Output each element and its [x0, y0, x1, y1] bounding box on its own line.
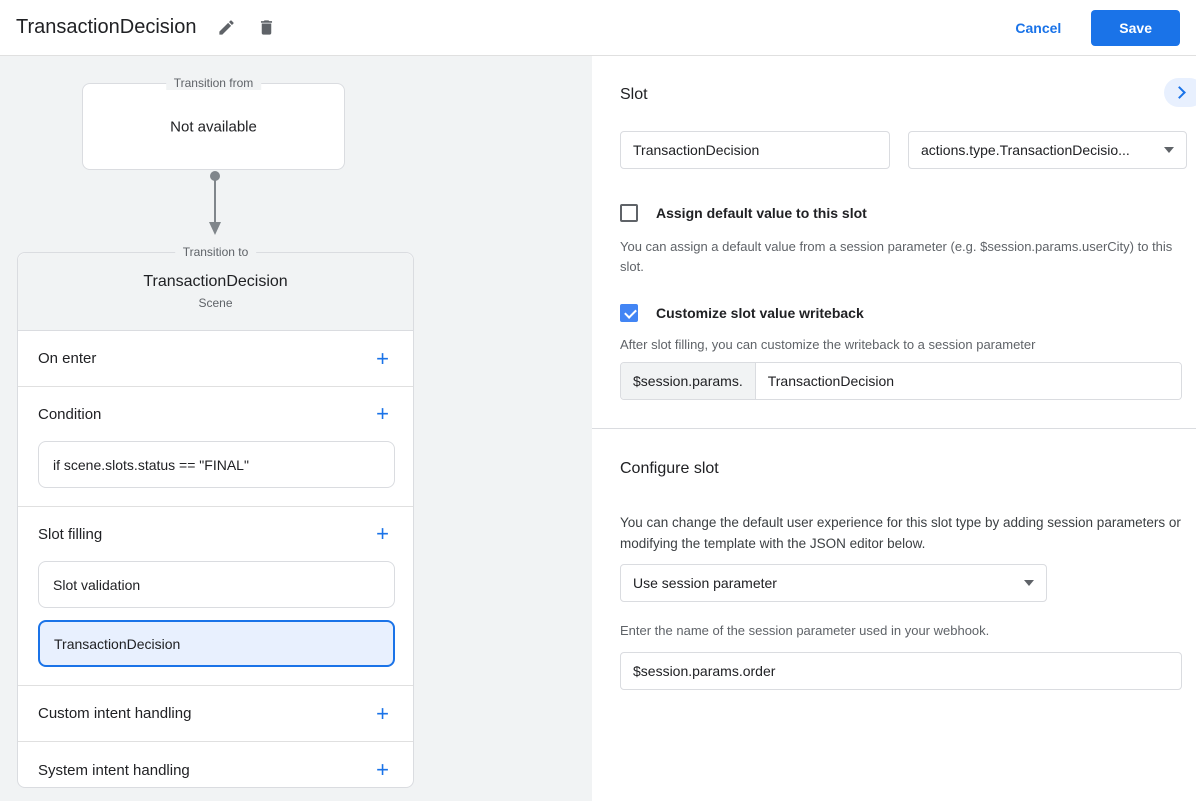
- system-intent-label: System intent handling: [38, 761, 190, 779]
- configure-slot-title: Configure slot: [620, 460, 719, 477]
- cancel-button[interactable]: Cancel: [999, 12, 1077, 44]
- slot-type-value: actions.type.TransactionDecisio...: [921, 142, 1130, 158]
- on-enter-row[interactable]: [18, 331, 413, 387]
- pencil-icon: [217, 18, 236, 37]
- slot-filling-section: [18, 507, 413, 686]
- slot-type-select[interactable]: [908, 131, 1187, 169]
- condition-section: [18, 387, 413, 507]
- add-condition-button[interactable]: +: [372, 401, 393, 427]
- custom-intent-label: Custom intent handling: [38, 705, 192, 722]
- transition-from-box: [82, 76, 345, 170]
- panel-divider: [592, 428, 1196, 429]
- writeback-prefix: $session.params.: [621, 363, 756, 399]
- writeback-label: Customize slot value writeback: [656, 305, 864, 321]
- system-intent-row[interactable]: [18, 742, 413, 798]
- assign-default-checkbox[interactable]: [620, 204, 638, 222]
- scene-card-header: [18, 253, 413, 331]
- trash-icon: [257, 18, 276, 37]
- add-system-intent-button[interactable]: +: [372, 757, 393, 783]
- session-param-help-label: Enter the name of the session parameter used in your webhook.: [620, 623, 990, 638]
- flow-canvas: [0, 56, 592, 801]
- slot-config-mode-value: Use session parameter: [633, 575, 777, 591]
- writeback-description: After slot filling, you can customize the writeback to a session parameter: [620, 337, 1036, 352]
- slot-transaction-decision-card[interactable]: TransactionDecision: [38, 620, 395, 667]
- custom-intent-row[interactable]: [18, 686, 413, 742]
- slot-detail-panel: [592, 56, 1196, 801]
- scene-name: TransactionDecision: [143, 273, 288, 290]
- writeback-checkbox-row[interactable]: [620, 304, 864, 322]
- collapse-panel-button[interactable]: [1164, 78, 1196, 107]
- slot-name-input[interactable]: [620, 131, 890, 169]
- writeback-value-input[interactable]: [756, 363, 1181, 399]
- transition-from-label: Transition from: [166, 76, 262, 90]
- add-custom-intent-button[interactable]: +: [372, 701, 393, 727]
- transition-to-card: [17, 245, 414, 788]
- assign-default-label: Assign default value to this slot: [656, 205, 867, 221]
- chevron-down-icon: [1024, 580, 1034, 586]
- header-bar: [0, 0, 1196, 56]
- slot-filling-label: Slot filling: [38, 525, 103, 543]
- save-button[interactable]: Save: [1091, 10, 1180, 46]
- assign-default-description: You can assign a default value from a session parameter (e.g. $session.params.userCity) to this slot.: [620, 239, 1173, 274]
- on-enter-label: On enter: [38, 350, 97, 367]
- scene-type-label: Scene: [198, 296, 233, 310]
- slot-validation-card[interactable]: Slot validation: [38, 561, 395, 608]
- condition-label: Condition: [38, 405, 102, 423]
- transition-to-label: Transition to: [175, 245, 257, 259]
- writeback-checkbox[interactable]: [620, 304, 638, 322]
- chevron-down-icon: [1164, 147, 1174, 153]
- add-slot-button[interactable]: +: [372, 521, 393, 547]
- page-title: TransactionDecision: [16, 16, 197, 38]
- assign-default-checkbox-row[interactable]: [620, 204, 867, 222]
- transition-from-value: Not available: [170, 118, 257, 135]
- writeback-input-group: [620, 362, 1182, 400]
- configure-slot-description: You can change the default user experience for this slot type by adding session parameters or modifying the template with the JSON editor below.: [620, 515, 1181, 551]
- slot-config-mode-select[interactable]: [620, 564, 1047, 602]
- add-on-enter-button[interactable]: +: [372, 346, 393, 372]
- slot-panel-title: Slot: [620, 86, 648, 103]
- delete-scene-button[interactable]: [248, 10, 284, 46]
- flow-arrow-icon: [207, 166, 223, 238]
- condition-expression-card[interactable]: if scene.slots.status == "FINAL": [38, 441, 395, 488]
- session-param-input[interactable]: [620, 652, 1182, 690]
- edit-title-button[interactable]: [208, 10, 244, 46]
- chevron-right-icon: [1173, 86, 1186, 99]
